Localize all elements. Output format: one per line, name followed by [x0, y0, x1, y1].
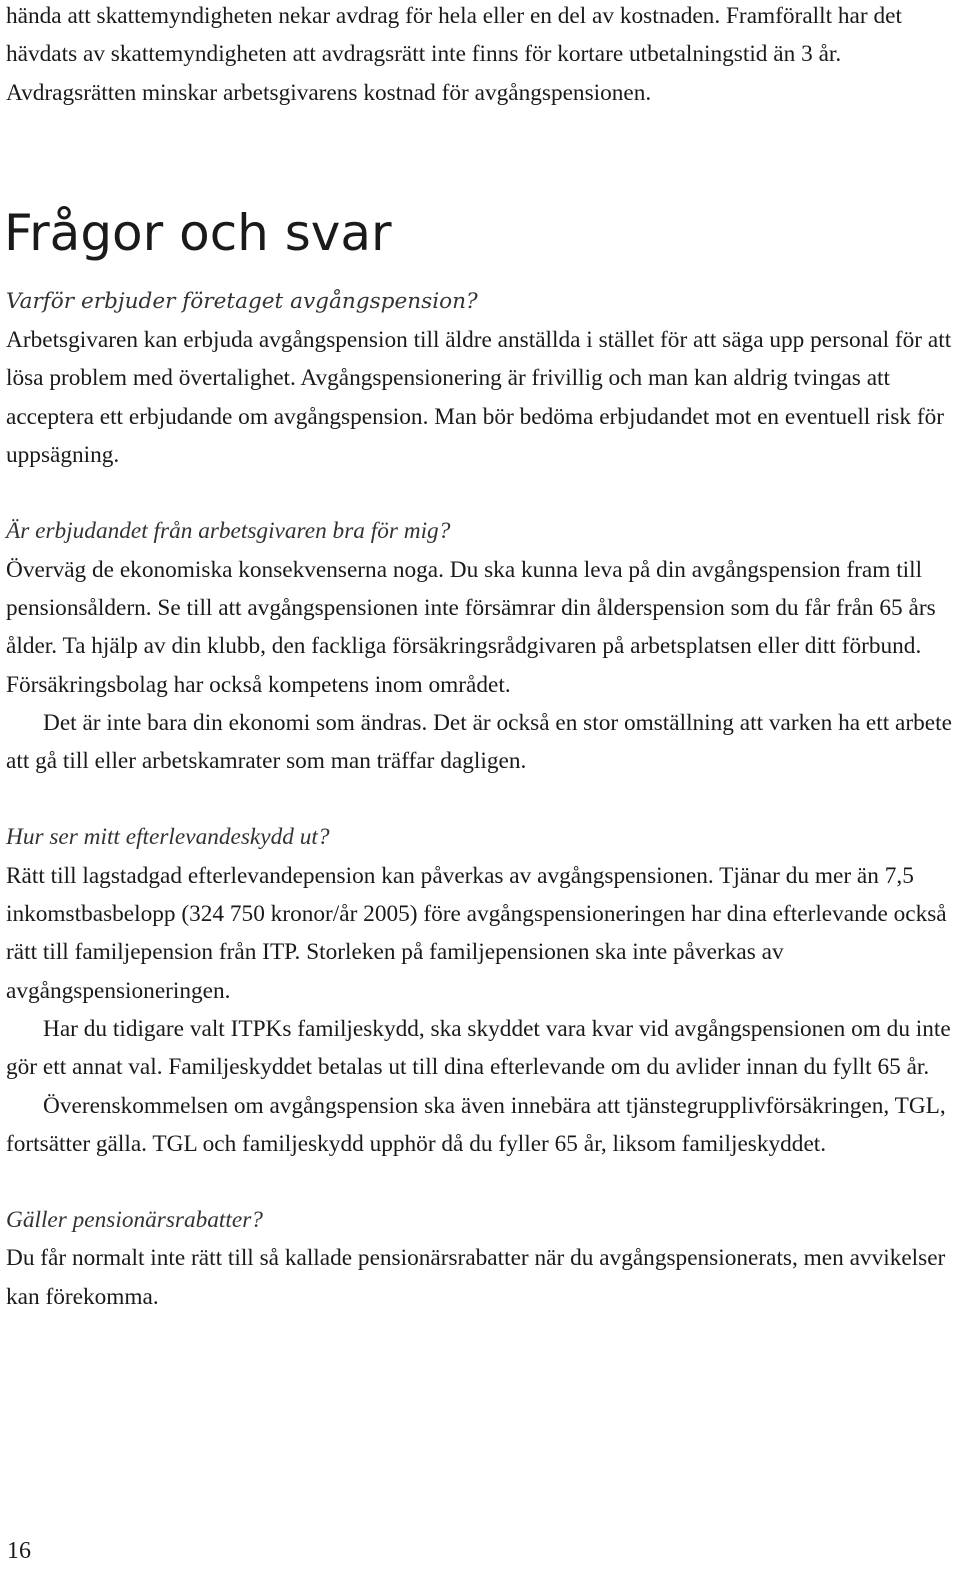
qa-item-offer-good — [6, 512, 954, 780]
qa-item-survivor-protection — [6, 818, 954, 1163]
question-why-offer: Varför erbjuder företaget avgångspension? — [6, 288, 478, 314]
answer-paragraph: Överväg de ekonomiska konsekvenserna noga. Du ska kunna leva på din avgångspension fram till pensionsåldern. Se till att avgångspensionen inte försämrar din ålderspension som du får från 65 års ålder. Ta hjälp av din klubb, den fackliga försäkringsrådgivaren på arbetsplatsen eller ditt förbund. Försäkringsbolag har också kompetens inom området. — [6, 556, 936, 698]
qa-item-pensioner-discounts — [6, 1201, 954, 1316]
section-heading: Frågor och svar — [4, 203, 392, 262]
page-content — [6, 0, 954, 1316]
qa-item-why-offer — [6, 283, 954, 474]
answer-paragraph: Rätt till lagstadgad efterlevandepension kan påverkas av avgångspensionen. Tjänar du mer än 7,5 inkomstbasbelopp (324 750 kronor/år 2005) före avgångspensioneringen har dina efterlevande också rätt till familjepension från ITP. Storleken på familjepensionen ska inte påverkas av avgångspensioneringen. — [6, 862, 947, 1004]
intro-paragraph: hända att skattemyndigheten nekar avdrag för hela eller en del av kostnaden. Framförallt har det hävdats av skattemyndigheten att avdragsrätt inte finns för kortare utbetalningstid än 3 år. Avdragsrätten minskar arbetsgivarens kostnad för avgångspensionen. — [6, 3, 902, 106]
answer-paragraph: Har du tidigare valt ITPKs familjeskydd, ska skyddet vara kvar vid avgångspensionen om du inte gör ett annat val. Familjeskyddet betalas ut till dina efterlevande om du avlider innan du fyllt 65 år. — [6, 1015, 951, 1081]
answer-paragraph: Det är inte bara din ekonomi som ändras. Det är också en stor omställning att varken ha ett arbete att gå till eller arbetskamrater som man träffar dagligen. — [6, 709, 952, 775]
page-number: 16 — [7, 1538, 31, 1564]
question-offer-good: Är erbjudandet från arbetsgivaren bra för mig? — [6, 518, 451, 545]
question-pensioner-discounts: Gäller pensionärsrabatter? — [6, 1207, 263, 1234]
answer-paragraph: Överenskommelsen om avgångspension ska även innebära att tjänstegrupplivförsäkringen, TGL, fortsätter gälla. TGL och familjeskydd upphör då du fyller 65 år, liksom familjeskyddet. — [6, 1092, 946, 1157]
answer-paragraph: Arbetsgivaren kan erbjuda avgångspension till äldre anställda i stället för att säga upp personal för att lösa problem med övertalighet. Avgångspensionering är frivillig och man kan aldrig tvingas att acceptera ett erbjudande om avgångspension. Man bör bedöma erbjudandet mot en eventuell risk för uppsägning. — [6, 327, 952, 469]
answer-paragraph: Du får normalt inte rätt till så kallade pensionärsrabatter när du avgångspensionerats, men avvikelser kan förekomma. — [6, 1245, 946, 1310]
question-survivor-protection: Hur ser mitt efterlevandeskydd ut? — [6, 824, 330, 851]
